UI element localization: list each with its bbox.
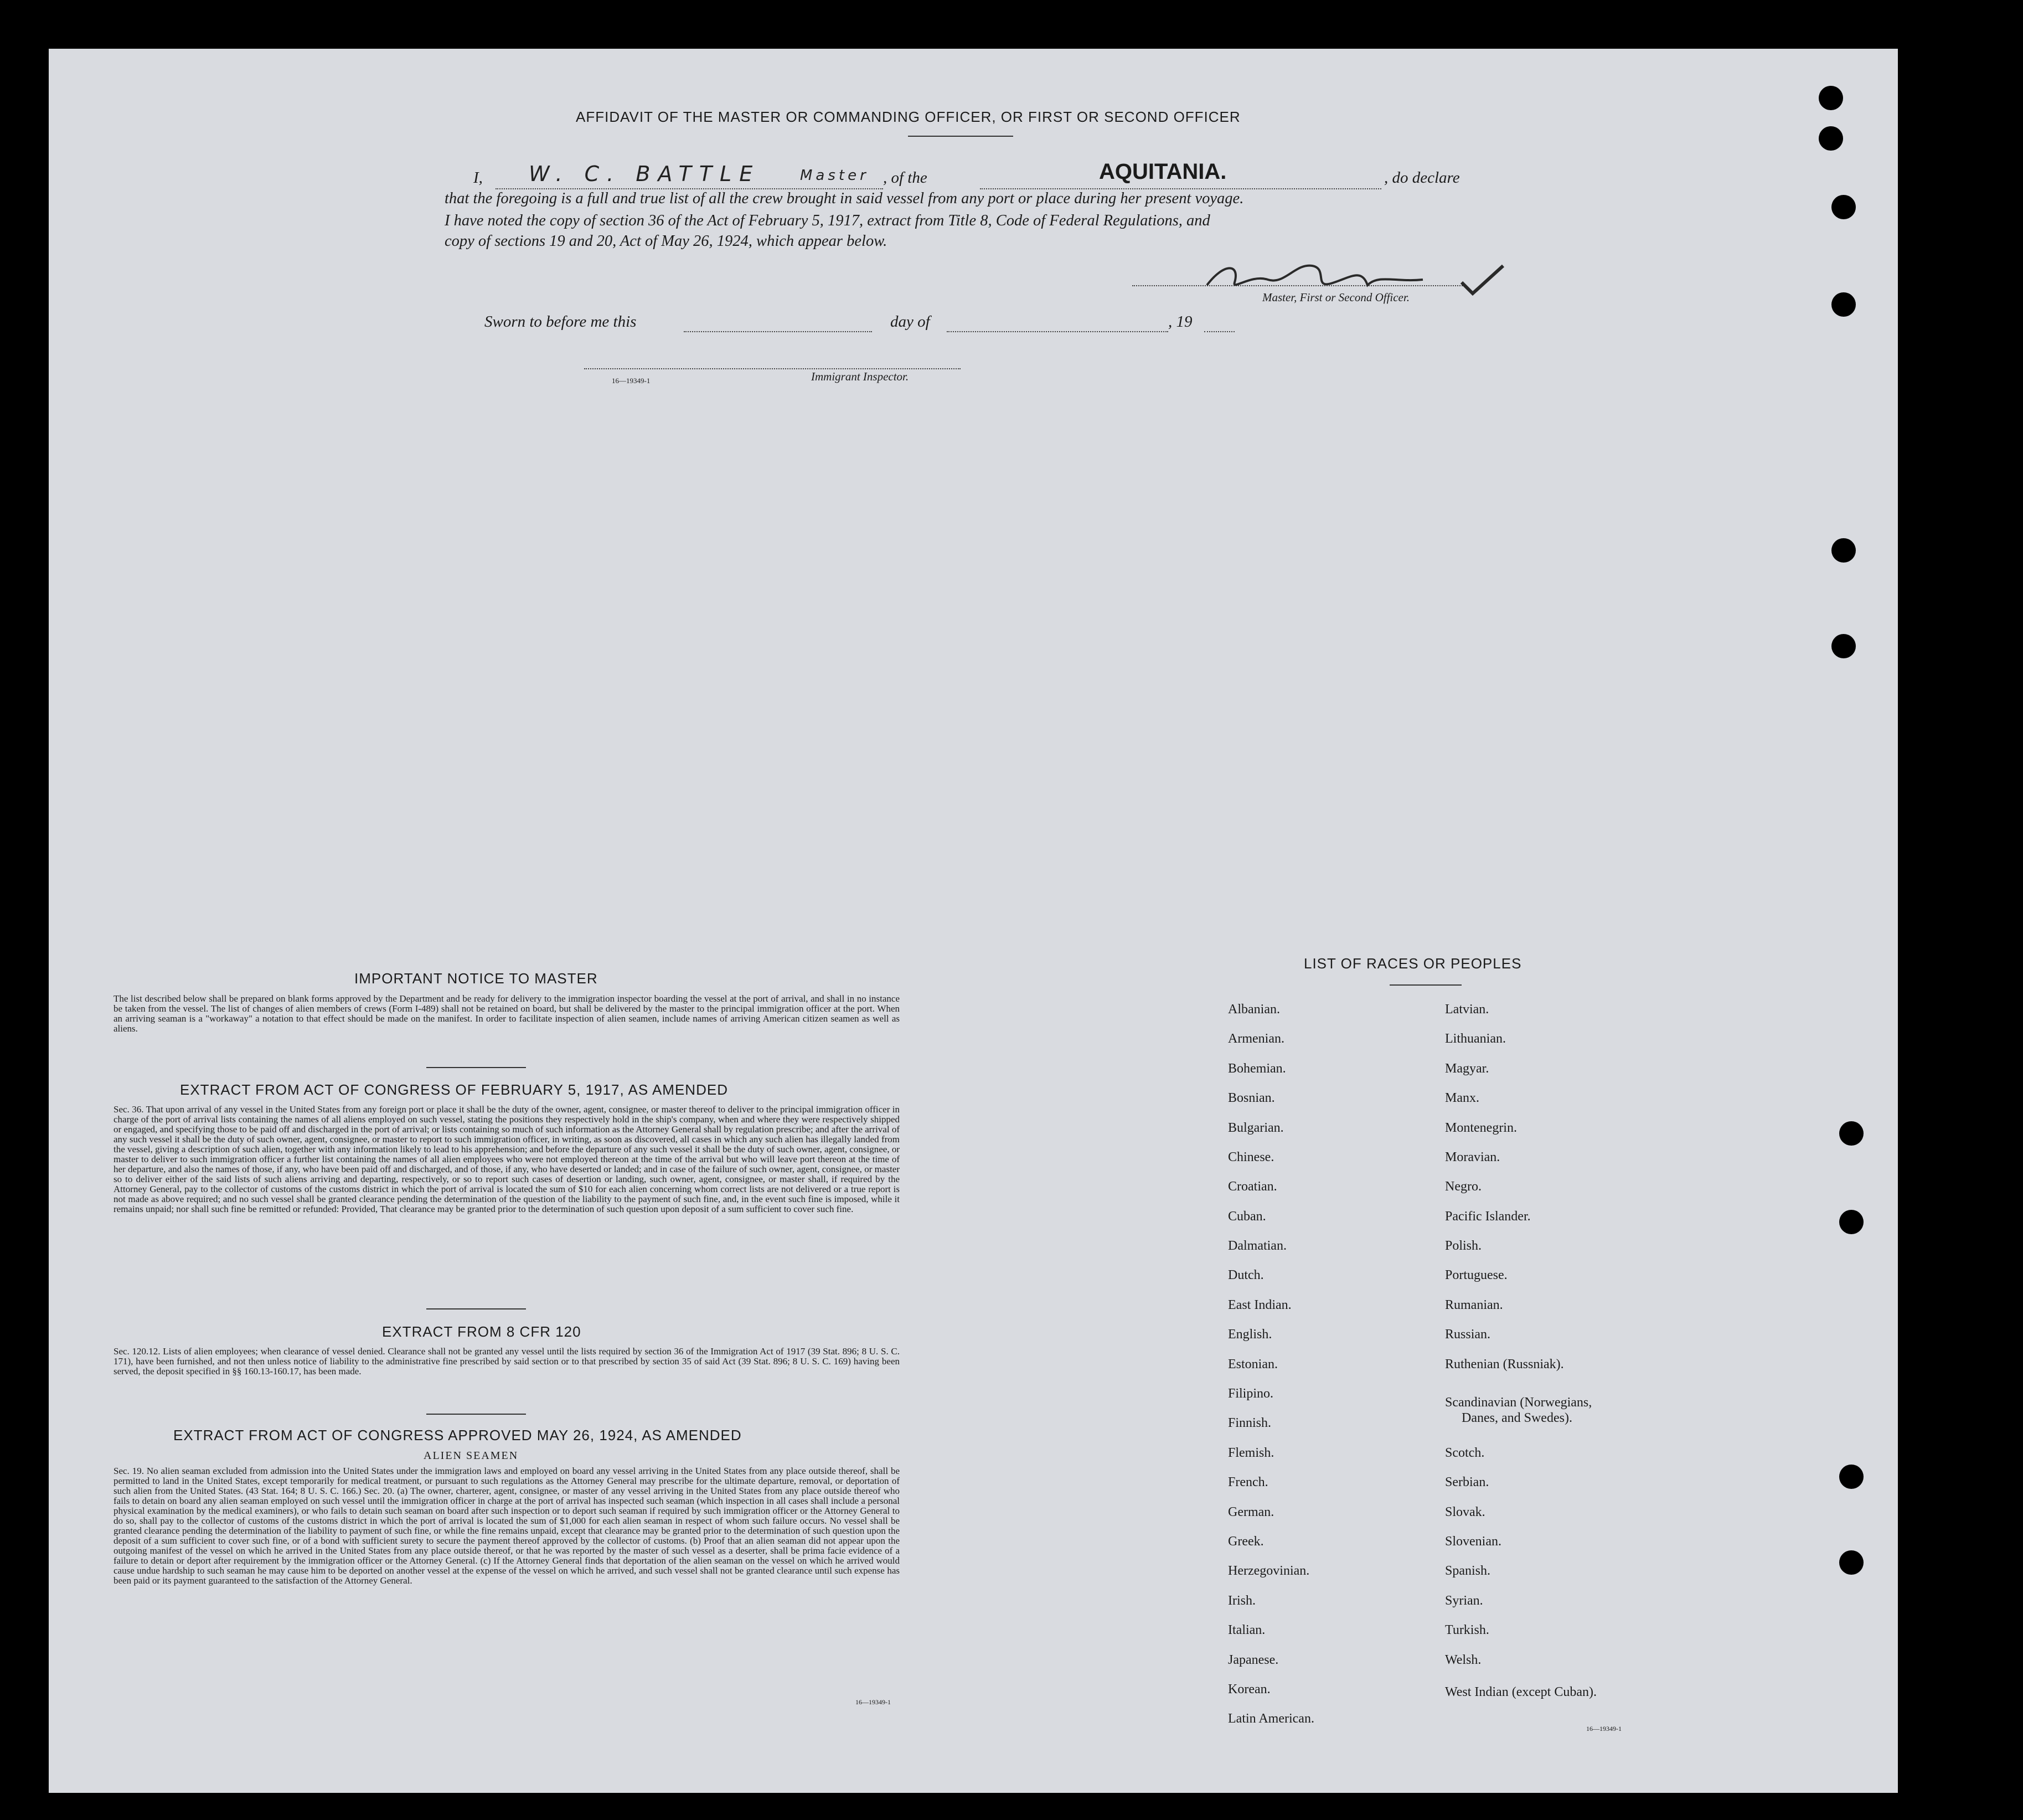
notice-text: The list described below shall be prepared on blank forms approved by the Department and be ready for delivery to the immigration inspector boarding the vessel at the port of arrival, and shall in no instance be taken from the vessel. The list of changes of alien members of crews (Form I-489) shall not be retained on board, but shall be delivered by the master to the principal immigration officer at the port. When an arriving seaman is a "workaway" a notation to that effect should be made on the manifest. In order to facilitate inspection of alien seamen, include names of arriving American citizen seamen as well as aliens. xyxy=(113,993,900,1034)
race-item: Filipino. xyxy=(1228,1386,1274,1401)
declaration-line-1: that the foregoing is a full and true list of all the crew brought in said vessel from any port or place during her present voyage. xyxy=(445,190,1244,207)
race-item: Syrian. xyxy=(1445,1594,1483,1608)
race-item: Magyar. xyxy=(1445,1061,1489,1076)
race-item: Cuban. xyxy=(1228,1209,1266,1224)
sworn-label: Sworn to before me this xyxy=(484,313,637,331)
race-item: Negro. xyxy=(1445,1179,1482,1194)
race-item: Pacific Islander. xyxy=(1445,1209,1531,1224)
year-label: , 19 xyxy=(1168,313,1193,331)
race-item: Portuguese. xyxy=(1445,1268,1508,1282)
race-item: Albanian. xyxy=(1228,1002,1280,1017)
race-item: Bulgarian. xyxy=(1228,1121,1284,1135)
race-item: Finnish. xyxy=(1228,1416,1272,1430)
race-item: Lithuanian. xyxy=(1445,1032,1506,1046)
race-item: Estonian. xyxy=(1228,1357,1278,1372)
race-item: Turkish. xyxy=(1445,1623,1489,1637)
race-item: Russian. xyxy=(1445,1327,1491,1342)
declare-label: , do declare xyxy=(1384,169,1460,187)
race-item: English. xyxy=(1228,1327,1272,1342)
race-item: Herzegovinian. xyxy=(1228,1564,1310,1578)
races-form-number: 16—19349-1 xyxy=(1586,1725,1622,1733)
master-rank: Master xyxy=(800,167,869,184)
race-item: Slovenian. xyxy=(1445,1534,1501,1549)
race-item: Latvian. xyxy=(1445,1002,1489,1017)
extract-1917-text: Sec. 36. That upon arrival of any vessel in the United States from any foreign port or place it shall be the duty of the owner, agent, consignee, or master thereof to deliver to the principal immigration officer in charge of the port of arrival lists containing the names of all aliens employed on such vessel, stating the positions they respectively hold in the ship's company, when and where they were respectively shipped or engaged, and specifying those to be paid off and discharged in the port of arrival; or lists containing so much of such information as the Attorney General shall by regulation prescribe; and after the arrival of any such vessel it shall be the duty of such owner, agent, consignee, or master to report to such immigration officer, in writing, as soon as discovered, all cases in which any such alien has illegally landed from the vessel, giving a description of such alien, together with any information likely to lead to his apprehension; and before the departure of any such vessel it shall be the duty of such owner, agent, consignee, or master to deliver to such immigration officer a further list containing the names of all alien employees who were not employed thereon at the time of the arrival but who will leave port thereon at the time of her departure, and also the names of those, if any, who have been paid off and discharged, and of those, if any, who have deserted or landed; and in case of the failure of such owner, agent, consignee, or master so to deliver either of the said lists of such aliens arriving and departing, respectively, or so to report such cases of desertion or landing, such owner, agent, consignee, or master shall, if required by the Attorney General, pay to the collector of customs of the customs district in which the port of arrival is located the sum of $10 for each alien concerning whom correct lists are not delivered or a true report is not made as above required; and no such vessel shall be granted clearance pending the determination of the question of the liability to the payment of such fine, and, in the event such fine is imposed, while it remains unpaid; nor shall such fine be remitted or refunded: Provided, That clearance may be granted prior to the determination of such question upon deposit of a sum sufficient to cover such fine. xyxy=(113,1104,900,1214)
race-item: German. xyxy=(1228,1505,1274,1519)
name-line xyxy=(496,188,883,189)
race-item: Irish. xyxy=(1228,1594,1256,1608)
race-item: Ruthenian (Russniak). xyxy=(1445,1357,1564,1372)
race-item: Serbian. xyxy=(1445,1475,1489,1489)
inspector-line xyxy=(584,368,961,369)
extract-cfr-title: EXTRACT FROM 8 CFR 120 xyxy=(382,1323,581,1340)
race-item: Manx. xyxy=(1445,1091,1479,1105)
race-item: French. xyxy=(1228,1475,1268,1489)
punch-hole xyxy=(1831,292,1856,317)
race-item: Montenegrin. xyxy=(1445,1121,1517,1135)
notice-divider xyxy=(426,1067,526,1068)
race-item: Latin American. xyxy=(1228,1711,1314,1726)
extract-1917-title: EXTRACT FROM ACT OF CONGRESS OF FEBRUARY 5, 1917, AS AMENDED xyxy=(180,1081,728,1098)
punch-hole xyxy=(1819,126,1843,151)
race-item: Danes, and Swedes). xyxy=(1462,1411,1572,1425)
race-item: East Indian. xyxy=(1228,1298,1292,1312)
punch-hole xyxy=(1831,538,1856,563)
punch-hole xyxy=(1839,1121,1864,1146)
extract-1924-text: Sec. 19. No alien seaman excluded from admission into the United States under the immigration laws and employed on board any vessel arriving in the United States from any place outside thereof, shall be permitted to land in the United States, except temporarily for medical treatment, or pursuant to such regulations as the Attorney General may prescribe for the ultimate departure, removal, or deportation of such alien from the United States. (43 Stat. 164; 8 U. S. C. 166.) Sec. 20. (a) The owner, charterer, agent, consignee, or master of any vessel arriving in the United States from any place outside thereof who fails to detain on board any alien seaman employed on such vessel until the immigration officer in charge at the port of arrival has inspected such seaman (which inspection in all cases shall include a personal physical examination by the medical examiners), or who fails to detain such seaman on board after such inspection or to deport such seaman if required by such immigration officer or the Attorney General to do so, shall pay to the collector of customs of the customs district in which the port of arrival is located the sum of $1,000 for each alien seaman in respect of whom such failure occurs. No vessel shall be granted clearance pending the determination of the liability to payment of such fine, or while the fine remains unpaid, except that clearance may be granted prior to the determination of such question upon the deposit of a sum sufficient to cover such fine, or of a bond with sufficient surety to secure the payment thereof approved by the collector of customs. (b) Proof that an alien seaman did not appear upon the outgoing manifest of the vessel on which he arrived in the United States from any place outside thereof, or that he was reported by the master of such vessel as a deserter, shall be prima facie evidence of a failure to detain or deport after requirement by the immigration officer or the Attorney General. (c) If the Attorney General finds that deportation of the alien seaman on the vessel on which he arrived would cause undue hardship to such seaman he may cause him to be deported on another vessel at the expense of the vessel on which he arrived, and such vessel shall not be granted clearance until such expense has been paid or its payment guaranteed to the satisfaction of the Attorney General. xyxy=(113,1466,900,1586)
vessel-line xyxy=(980,188,1381,189)
extract-1924-form-number: 16—19349-1 xyxy=(855,1698,891,1706)
sworn-day-line xyxy=(684,331,872,332)
i-label: I, xyxy=(473,169,483,187)
race-item: Scotch. xyxy=(1445,1446,1485,1460)
extract-cfr-text: Sec. 120.12. Lists of alien employees; when clearance of vessel denied. Clearance shall not be granted any vessel until the lists required by section 36 of the Immigration Act of 1917 (39 Stat. 896; 8 U. S. C. 171), have been furnished, and not then unless notice of liability to the administrative fine prescribed by said section or to that prescribed by section 35 of said Act (39 Stat. 896; 8 U. S. C. 169) having been served, the deposit specified in §§ 160.13-160.17, has been made. xyxy=(113,1346,900,1376)
punch-hole xyxy=(1819,86,1843,110)
race-item: Armenian. xyxy=(1228,1032,1284,1046)
signature-caption: Master, First or Second Officer. xyxy=(1262,291,1410,304)
vessel-name: AQUITANIA. xyxy=(1099,159,1227,184)
declaration-line-3: copy of sections 19 and 20, Act of May 26, 1924, which appear below. xyxy=(445,233,887,250)
sworn-month-line xyxy=(947,331,1168,332)
race-item: Croatian. xyxy=(1228,1179,1277,1194)
race-item: Flemish. xyxy=(1228,1446,1274,1460)
race-item: Moravian. xyxy=(1445,1150,1500,1164)
punch-hole xyxy=(1831,195,1856,219)
race-item: Scandinavian (Norwegians, xyxy=(1445,1395,1592,1410)
races-divider xyxy=(1390,984,1462,986)
race-item: Japanese. xyxy=(1228,1653,1279,1667)
title-divider xyxy=(908,136,1013,137)
notice-title: IMPORTANT NOTICE TO MASTER xyxy=(354,970,598,987)
punch-hole xyxy=(1831,634,1856,658)
extract-cfr-divider xyxy=(426,1414,526,1415)
race-item: Rumanian. xyxy=(1445,1298,1503,1312)
sworn-year-line xyxy=(1204,331,1235,332)
affidavit-title: AFFIDAVIT OF THE MASTER OR COMMANDING OFFICER, OR FIRST OR SECOND OFFICER xyxy=(576,109,1241,125)
race-item: Slovak. xyxy=(1445,1505,1485,1519)
race-item: Korean. xyxy=(1228,1682,1271,1697)
race-item: Italian. xyxy=(1228,1623,1266,1637)
punch-hole xyxy=(1839,1210,1864,1234)
punch-hole xyxy=(1839,1465,1864,1489)
race-item: Chinese. xyxy=(1228,1150,1274,1164)
race-item: Greek. xyxy=(1228,1534,1264,1549)
race-item: Welsh. xyxy=(1445,1653,1482,1667)
declaration-line-2: I have noted the copy of section 36 of the Act of February 5, 1917, extract from Title 8, Code of Federal Regulations, and xyxy=(445,212,1210,229)
inspector-label: Immigrant Inspector. xyxy=(811,370,909,383)
extract-1924-title: EXTRACT FROM ACT OF CONGRESS APPROVED MAY 26, 1924, AS AMENDED xyxy=(173,1427,742,1443)
punch-hole xyxy=(1839,1550,1864,1575)
race-item: Dutch. xyxy=(1228,1268,1264,1282)
race-item: Dalmatian. xyxy=(1228,1239,1287,1253)
races-title: LIST OF RACES OR PEOPLES xyxy=(1304,955,1522,972)
race-item: Bosnian. xyxy=(1228,1091,1275,1105)
of-the-label: , of the xyxy=(883,169,927,187)
race-item: Bohemian. xyxy=(1228,1061,1286,1076)
master-name: W. C. BATTLE xyxy=(529,162,761,186)
race-item: Spanish. xyxy=(1445,1564,1491,1578)
race-item: West Indian (except Cuban). xyxy=(1445,1685,1597,1699)
race-item: Polish. xyxy=(1445,1239,1482,1253)
extract-1917-divider xyxy=(426,1308,526,1309)
affidavit-form-number: 16—19349-1 xyxy=(612,377,651,385)
extract-1924-subtitle: ALIEN SEAMEN xyxy=(424,1450,519,1462)
day-of-label: day of xyxy=(890,313,930,331)
